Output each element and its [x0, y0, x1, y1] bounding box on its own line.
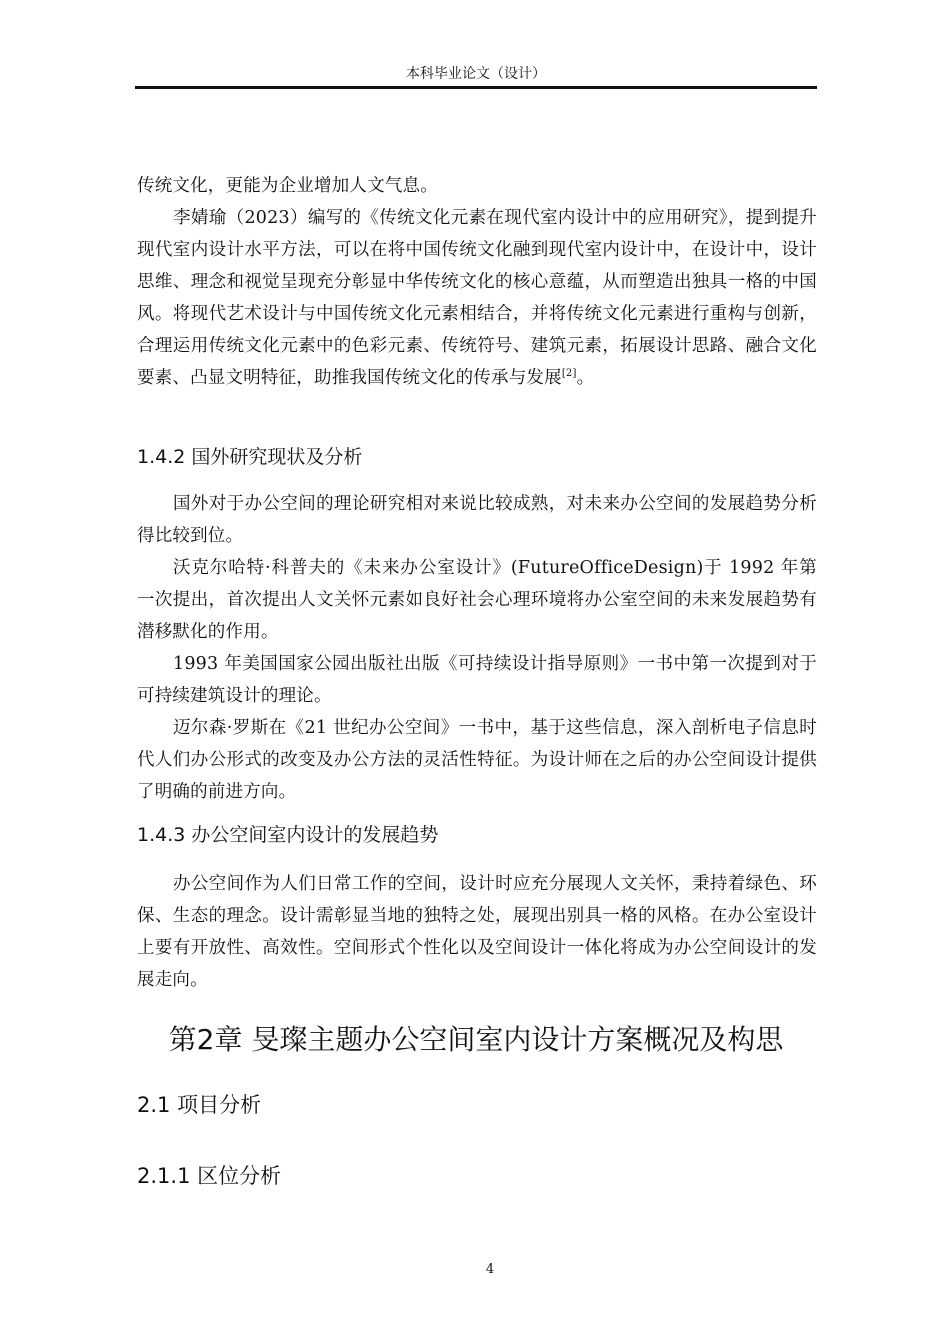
paragraph-myerson: 迈尔森·罗斯在《21 世纪办公空间》一书中，基于这些信息，深入剖析电子信息时代人们办公形式的改变及办公方法的灵活性特征。为设计师在之后的办公空间设计提供了明确的前进方向。: [137, 718, 817, 802]
paragraph-foreign-research: 国外对于办公空间的理论研究相对来说比较成熟，对未来办公空间的发展趋势分析得比较到位。: [137, 494, 817, 546]
citation-ref: [2]: [561, 368, 577, 379]
header-rule: [135, 86, 817, 89]
paragraph-continuation: 传统文化，更能为企业增加人文气息。: [137, 176, 438, 196]
section-heading-1-4-2: 1.4.2 国外研究现状及分析: [137, 446, 363, 468]
paragraph-kopf: 沃克尔哈特·科普夫的《未来办公室设计》(FutureOfficeDesign)于 1992 年第一次提出，首次提出人文关怀元素如良好社会心理环境将办公室空间的未来发展趋势有潜移默化的作用。: [137, 558, 817, 642]
paragraph-li-jingyu-text: 李婧瑜（2023）编写的《传统文化元素在现代室内设计中的应用研究》，提到提升现代室内设计水平方法，可以在将中国传统文化融到现代室内设计中，在设计中，设计思维、理念和视觉呈现充分彰显中华传统文化的核心意蕴，从而塑造出独具一格的中国风。将现代艺术设计与中国传统文化元素相结合，并将传统文化元素进行重构与创新，合理运用传统文化元素中的色彩元素、传统符号、建筑元素，拓展设计思路、融合文化要素、凸显文明特征，助推我国传统文化的传承与发展: [137, 208, 817, 388]
section-heading-2-1: 2.1 项目分析: [137, 1093, 262, 1117]
chapter-2-title: 第2章 旻璨主题办公空间室内设计方案概况及构思: [168, 1023, 784, 1056]
page-number: 4: [485, 1262, 495, 1277]
section-heading-2-1-1: 2.1.1 区位分析: [137, 1164, 282, 1188]
paragraph-1993: 1993 年美国国家公园出版社出版《可持续设计指导原则》一书中第一次提到对于可持续建筑设计的理论。: [137, 654, 817, 706]
section-heading-1-4-3: 1.4.3 办公空间室内设计的发展趋势: [137, 824, 439, 846]
page-header: 本科毕业论文（设计）: [406, 66, 546, 82]
paragraph-trend: 办公空间作为人们日常工作的空间，设计时应充分展现人文关怀，秉持着绿色、环保、生态的理念。设计需彰显当地的独特之处，展现出别具一格的风格。在办公室设计上要有开放性、高效性。空间形式个性化以及空间设计一体化将成为办公空间设计的发展走向。: [137, 874, 817, 990]
paragraph-li-jingyu: [137, 202, 817, 394]
paragraph-li-jingyu-end: 。: [576, 368, 595, 388]
